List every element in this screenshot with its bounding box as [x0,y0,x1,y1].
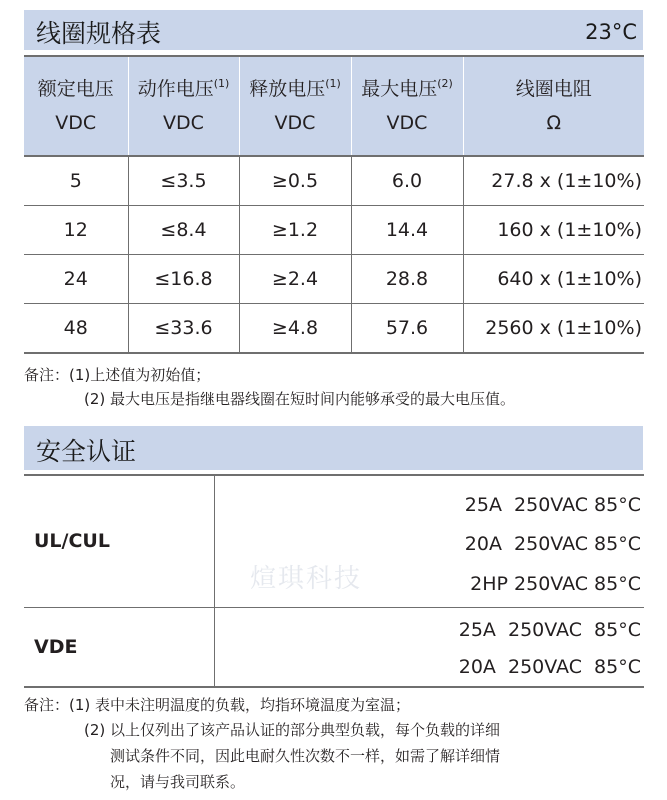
safety-note-2: (2) 以上仅列出了该产品认证的部分典型负载，每个负载的详细 [84,721,501,739]
header-pickup-voltage [128,56,239,156]
cell-release-voltage: ≥4.8 [239,304,351,354]
header-unit: Ω [546,112,562,134]
header-sup: (2) [437,77,453,90]
row-divider [24,607,644,608]
safety-cert-title: 安全认证 [36,437,137,466]
header-release-voltage [239,56,351,156]
table-row [24,156,644,206]
temperature-label: 23°C [585,20,637,44]
safety-note-1: 备注：(1) 表中未注明温度的负载，均指环境温度为室温； [24,696,411,714]
header-label: 最大电压 [361,78,438,100]
coil-spec-header [24,10,643,50]
watermark-logo: 煊琪科技 [250,564,363,594]
header-max-voltage [351,56,463,156]
table-row [24,206,644,255]
coil-spec-table [24,55,644,354]
cell-pickup-voltage: ≤16.8 [128,255,239,304]
cell-coil-resistance: 160 x (1±10%) [463,206,644,255]
coil-spec-title: 线圈规格表 [36,19,162,48]
column-divider [214,476,215,686]
cert-standard-ul: UL/CUL [34,530,110,552]
table-row [24,255,644,304]
cell-release-voltage: ≥0.5 [239,156,351,206]
cert-rating: 20A 250VAC 85°C [464,533,641,555]
coil-note-1: 备注：(1)上述值为初始值； [24,366,211,384]
table-row [24,304,644,354]
cell-max-voltage: 6.0 [351,156,463,206]
safety-note-3: 测试条件不同，因此电耐久性次数不一样，如需了解详细情 [110,747,501,765]
header-rated-voltage [24,56,128,156]
header-unit: VDC [386,112,428,134]
cell-rated-voltage: 48 [24,304,128,354]
cell-release-voltage: ≥2.4 [239,255,351,304]
cert-rating: 25A 250VAC 85°C [458,619,641,641]
safety-cert-header [24,426,643,470]
cell-release-voltage: ≥1.2 [239,206,351,255]
coil-spec-header-row [24,56,644,156]
header-unit: VDC [55,112,97,134]
safety-note-4: 况，请与我司联系。 [110,773,246,791]
header-label: 释放电压 [249,78,326,100]
cell-max-voltage: 57.6 [351,304,463,354]
cell-coil-resistance: 27.8 x (1±10%) [463,156,644,206]
header-sup: (1) [213,77,230,90]
cert-rating: 2HP 250VAC 85°C [470,573,641,595]
cell-rated-voltage: 12 [24,206,128,255]
cell-coil-resistance: 640 x (1±10%) [463,255,644,304]
header-label: 动作电压 [137,78,214,100]
header-unit: VDC [163,112,204,134]
header-unit: VDC [274,112,316,134]
cell-pickup-voltage: ≤3.5 [128,156,239,206]
header-coil-resistance [463,56,644,156]
cell-rated-voltage: 24 [24,255,128,304]
cell-max-voltage: 14.4 [351,206,463,255]
cell-max-voltage: 28.8 [351,255,463,304]
header-label: 额定电压 [37,78,114,100]
cert-standard-vde: VDE [34,636,78,658]
cert-rating: 20A 250VAC 85°C [458,656,641,678]
cell-rated-voltage: 5 [24,156,128,206]
cell-coil-resistance: 2560 x (1±10%) [463,304,644,354]
cell-pickup-voltage: ≤33.6 [128,304,239,354]
cell-pickup-voltage: ≤8.4 [128,206,239,255]
coil-note-2: (2) 最大电压是指继电器线圈在短时间内能够承受的最大电压值。 [84,390,516,408]
header-label: 线圈电阻 [515,78,592,100]
cert-rating: 25A 250VAC 85°C [464,494,641,516]
header-sup: (1) [325,77,341,90]
